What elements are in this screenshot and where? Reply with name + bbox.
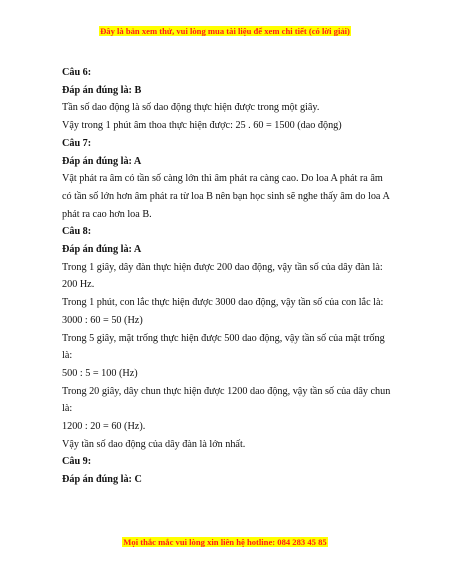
question-8-answer: Đáp án đúng là: A: [62, 244, 142, 256]
question-7-explanation: Vật phát ra âm có tần số càng lớn thì âm phát ra càng cao. Do loa A phát ra âm có tần số lớn hơn âm phát ra từ loa B nên bạn học sinh sẽ nghe thấy âm do loa A phát ra cao hơn loa B.: [62, 173, 390, 220]
question-9-heading: Câu 9:: [62, 456, 92, 468]
question-7-heading: Câu 7:: [62, 137, 92, 149]
preview-notice-banner: [0, 26, 450, 37]
question-9-answer: Đáp án đúng là: C: [62, 474, 142, 486]
preview-notice-text: Đây là bản xem thử, vui lòng mua tài liệu để xem chi tiết (có lời giải): [100, 26, 350, 36]
question-8-pendulum-calc: 3000 : 60 = 50 (Hz): [62, 314, 143, 326]
question-6-answer: Đáp án đúng là: B: [62, 84, 142, 96]
question-8-conclusion: Vậy tần số dao động của dây đàn là lớn nhất.: [62, 438, 246, 450]
question-8-pendulum-text: Trong 1 phút, con lắc thực hiện được 3000 dao động, vậy tần số của con lắc là:: [62, 297, 384, 309]
document-body: [62, 64, 392, 489]
question-6-explanation-line-1: Tần số dao động là số dao động thực hiện được trong một giây.: [62, 102, 320, 114]
question-6-explanation-line-2: Vậy trong 1 phút âm thoa thực hiện được: 25 . 60 = 1500 (dao động): [62, 120, 342, 132]
question-8-rubber-band-calc: 1200 : 20 = 60 (Hz).: [62, 421, 146, 433]
question-8-drum-text: Trong 5 giây, mặt trống thực hiện được 500 dao động, vậy tần số của mặt trống là:: [62, 332, 385, 362]
hotline-footer-banner: [0, 537, 450, 548]
hotline-footer-text: Mọi thắc mắc vui lòng xin liên hệ hotline: 084 283 45 85: [123, 537, 327, 547]
question-6-heading: Câu 6:: [62, 67, 92, 78]
question-8-rubber-band-text: Trong 20 giây, dây chun thực hiện được 1200 dao động, vậy tần số của dây chun là:: [62, 385, 391, 415]
question-8-drum-calc: 500 : 5 = 100 (Hz): [62, 367, 138, 379]
question-8-heading: Câu 8:: [62, 226, 92, 238]
question-8-string-frequency: Trong 1 giây, dây đàn thực hiện được 200 dao động, vậy tần số của dây đàn là: 200 Hz.: [62, 261, 383, 291]
question-7-answer: Đáp án đúng là: A: [62, 155, 142, 167]
